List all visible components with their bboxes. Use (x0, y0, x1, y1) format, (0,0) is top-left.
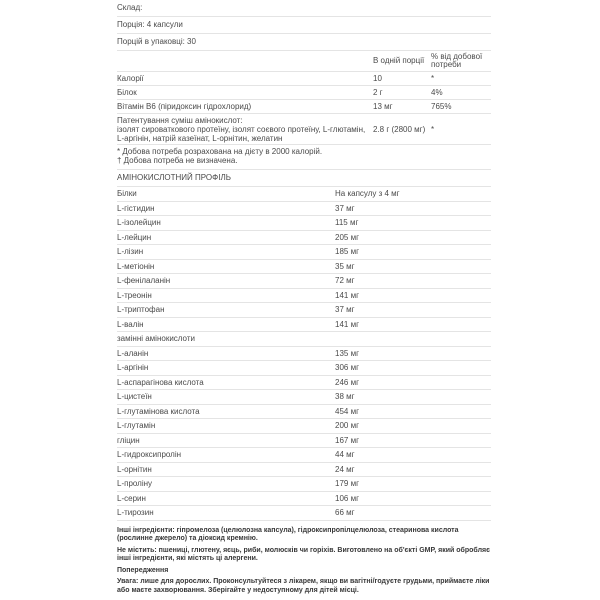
amino-acid-amount: 37 мг (335, 305, 355, 314)
footnote-asterisk: * Добова потреба розрахована на дієту в 2000 калорій. (117, 147, 323, 156)
amino-acid-amount: 106 мг (335, 493, 359, 503)
amino-acid-label: L-аспарагінова кислота (117, 377, 204, 387)
nutrient-daily-value: 765% (431, 101, 452, 111)
amino-blend-amount: 2.8 г (2800 мг) (373, 124, 426, 134)
amino-acid-row (117, 506, 491, 521)
footnote-dagger: † Добова потреба не визначена. (117, 155, 238, 165)
amino-acid-label: гліцин (117, 435, 140, 445)
nutrient-amount: 13 мг (373, 101, 393, 111)
amino-acid-row (117, 216, 491, 231)
amino-profile-table (117, 187, 491, 521)
amino-acid-row (117, 318, 491, 333)
nutrition-facts-table (117, 51, 491, 145)
amino-acid-row (117, 332, 491, 347)
amino-acid-label: L-лейцин (117, 232, 152, 242)
amino-acid-label: L-аргінін (117, 363, 149, 372)
amino-profile-title: АМІНОКИСЛОТНИЙ ПРОФІЛЬ (117, 170, 491, 187)
amino-acid-amount: 141 мг (335, 290, 359, 300)
nutrient-amount: 2 г (373, 87, 383, 97)
amino-acid-row (117, 231, 491, 246)
servings-per-container: Порцій в упаковці: 30 (117, 34, 491, 51)
amino-acid-amount: 24 мг (335, 464, 355, 474)
other-ingredients-note: Інші інгредієнти: гіпромелоза (целюлозна капсула), гідроксипропілцелюлоза, стеаринова кислота (рослинне джерело) та діоксид кремнію. (117, 526, 459, 542)
nutrient-daily-value: * (431, 73, 435, 83)
warning-title: Попередження (117, 566, 169, 574)
composition-title: Склад: (117, 0, 491, 17)
amino-acid-label: замінні амінокислоти (117, 334, 195, 343)
amino-acid-label: L-валін (117, 319, 144, 329)
amino-acid-amount: 135 мг (335, 348, 359, 358)
amino-acid-amount: 306 мг (335, 363, 359, 372)
amino-acid-row (117, 202, 491, 217)
amino-acid-amount: 246 мг (335, 377, 359, 387)
nutrient-row (117, 100, 491, 114)
amino-acid-row (117, 390, 491, 405)
nutrient-amount: 10 (373, 73, 382, 83)
column-header-daily-value: % від добової потреби (431, 52, 483, 69)
amino-acid-row (117, 463, 491, 478)
amino-acid-label: L-гістидин (117, 203, 155, 213)
amino-acid-amount: 179 мг (335, 479, 359, 488)
amino-header-label: Білки (117, 189, 137, 198)
nutrient-label: Вітамін B6 (піридоксин гідрохлорид) (117, 101, 252, 111)
amino-acid-amount: 115 мг (335, 218, 359, 227)
notes-section (117, 527, 491, 596)
amino-acid-label: L-метіонін (117, 261, 155, 271)
amino-acid-row (117, 347, 491, 362)
amino-acid-amount: 141 мг (335, 319, 359, 329)
amino-acid-label: L-гидроксипролін (117, 450, 182, 459)
amino-acid-amount: 38 мг (335, 392, 355, 401)
amino-acid-amount (335, 335, 491, 343)
amino-acid-row (117, 361, 491, 376)
amino-acid-row (117, 448, 491, 463)
nutrient-label: Калорії (117, 73, 144, 83)
nutrient-row (117, 86, 491, 100)
amino-blend-title: Патентування суміш амінокислот: (117, 115, 243, 125)
amino-acid-row (117, 376, 491, 391)
facts-rows (117, 72, 491, 114)
amino-acid-row (117, 260, 491, 275)
amino-header-row (117, 187, 491, 202)
warning-text: Увага: лише для дорослих. Проконсультуйтеся з лікарем, якщо ви вагітні/годуєте грудьми, приймаєте ліки або маєте захворювання. Зберігайте у недоступному для дітей місці. (117, 578, 490, 594)
amino-acid-label: L-цистеїн (117, 392, 152, 401)
amino-blend-label (117, 116, 373, 143)
amino-acid-amount: 200 мг (335, 421, 359, 430)
serving-size: Порція: 4 капсули (117, 17, 491, 34)
amino-acid-amount: 167 мг (335, 435, 359, 445)
nutrient-daily-value: 4% (431, 87, 443, 97)
amino-acid-label: L-глутамін (117, 421, 156, 430)
amino-acid-amount: 66 мг (335, 508, 355, 517)
amino-acid-amount: 37 мг (335, 203, 355, 213)
amino-acid-amount: 35 мг (335, 261, 355, 271)
amino-acid-row (117, 303, 491, 318)
amino-acid-row (117, 245, 491, 260)
amino-acid-amount: 454 мг (335, 406, 359, 416)
nutrient-label: Білок (117, 87, 137, 97)
amino-acid-amount: 44 мг (335, 450, 355, 459)
amino-acid-label: L-ізолейцин (117, 218, 161, 227)
amino-acid-label: L-триптофан (117, 305, 165, 314)
amino-acid-row (117, 289, 491, 304)
amino-acid-amount: 205 мг (335, 232, 359, 242)
footnotes (117, 145, 491, 170)
amino-acid-row (117, 419, 491, 434)
amino-acid-amount: 72 мг (335, 276, 355, 285)
amino-acid-label: L-серин (117, 493, 146, 503)
amino-acid-label: L-аланін (117, 348, 149, 358)
amino-acid-label: L-тирозин (117, 508, 154, 517)
amino-acid-label: L-глутамінова кислота (117, 406, 200, 416)
amino-blend-row (117, 114, 491, 145)
amino-acid-label: L-орнітин (117, 464, 152, 474)
amino-blend-ingredients: ізолят сироваткового протеїну, ізолят соєвого протеїну, L-глютамін, L-аргінін, натрій казеїнат, L-орнітин, желатин (117, 124, 366, 143)
amino-rows (117, 202, 491, 521)
amino-acid-amount: 185 мг (335, 247, 359, 256)
allergen-note: Не містить: пшениці, глютену, яєць, риби, молюсків чи горіхів. Виготовлено на об'єкті GMP, який обробляє інші інгредієнти, які містять ці алергени. (117, 546, 490, 562)
amino-acid-row (117, 274, 491, 289)
amino-acid-row (117, 477, 491, 492)
amino-acid-label: L-фенілаланін (117, 276, 171, 285)
amino-acid-row (117, 434, 491, 449)
amino-acid-label: L-проліну (117, 479, 153, 488)
amino-acid-label: L-лізин (117, 247, 144, 256)
amino-acid-row (117, 405, 491, 420)
amino-blend-daily-value: * (431, 124, 435, 134)
supplement-facts-panel (117, 0, 491, 598)
facts-header-row (117, 51, 491, 72)
nutrient-row (117, 72, 491, 86)
column-header-amount: В одній порції (373, 56, 425, 65)
amino-acid-row (117, 492, 491, 507)
amino-acid-label: L-треонін (117, 290, 152, 300)
amino-header-amount: На капсулу з 4 мг (335, 189, 400, 198)
